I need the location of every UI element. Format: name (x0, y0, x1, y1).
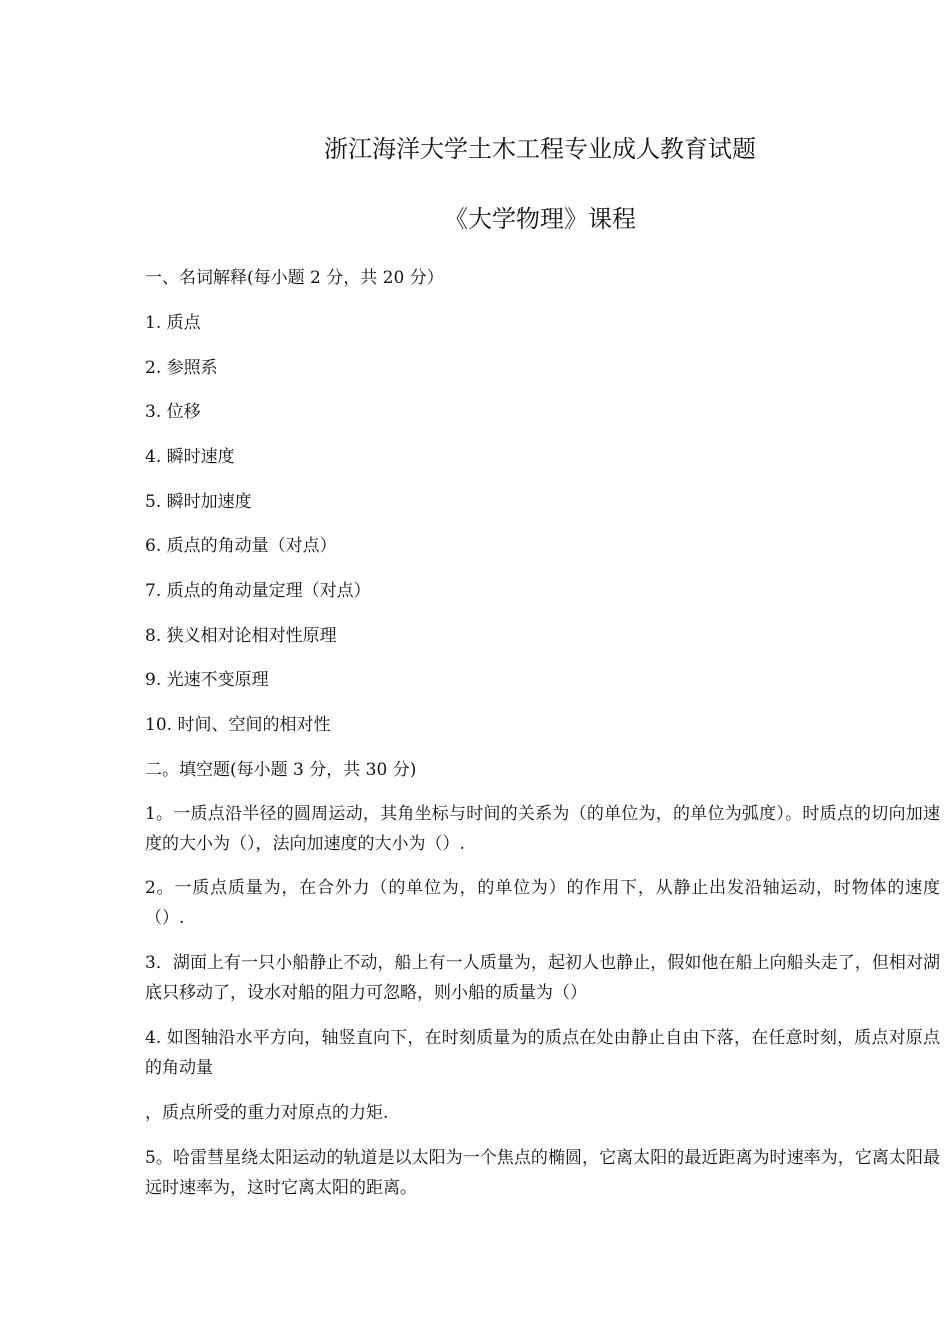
question-item: 1。一质点沿半径的圆周运动，其角坐标与时间的关系为（的单位为，的单位为弧度）。时质点的切向加速度的大小为（），法向加速度的大小为（）. (145, 804, 940, 854)
definition-item: 10. 时间、空间的相对性 (145, 715, 331, 735)
definition-item: 2. 参照系 (145, 358, 218, 378)
definition-item: 9. 光速不变原理 (145, 670, 269, 690)
section-heading-definitions: 一、名词解释(每小题 2 分，共 20 分） (145, 268, 444, 288)
definition-item: 5. 瞬时加速度 (145, 492, 252, 512)
definition-item: 8. 狭义相对论相对性原理 (145, 626, 337, 646)
definition-item: 7. 质点的角动量定理（对点） (145, 581, 371, 601)
section-heading-fill-in: 二。填空题(每小题 3 分，共 30 分) (145, 760, 417, 780)
question-item: 4. 如图轴沿水平方向，轴竖直向下，在时刻质量为的质点在处由静止自由下落，在任意时刻，质点对原点的角动量 (145, 1028, 940, 1078)
question-item: 5。哈雷彗星绕太阳运动的轨道是以太阳为一个焦点的椭圆，它离太阳的最近距离为时速率为，它离太阳最远时速率为，这时它离太阳的距离。 (145, 1148, 940, 1198)
page-title: 浙江海洋大学土木工程专业成人教育试题 (324, 135, 756, 163)
course-title: 《大学物理》课程 (444, 205, 636, 233)
question-item: 2。一质点质量为，在合外力（的单位为，的单位为）的作用下，从静止出发沿轴运动，时物体的速度（）. (145, 878, 940, 928)
definition-item: 1. 质点 (145, 313, 201, 333)
definition-item: 4. 瞬时速度 (145, 447, 235, 467)
definition-item: 3. 位移 (145, 402, 201, 422)
question-item: 3．湖面上有一只小船静止不动，船上有一人质量为，起初人也静止，假如他在船上向船头走了，但相对湖底只移动了，设水对船的阻力可忽略，则小船的质量为（） (145, 953, 940, 1003)
question-continuation: ，质点所受的重力对原点的力矩. (145, 1103, 389, 1123)
definition-item: 6. 质点的角动量（对点） (145, 536, 337, 556)
